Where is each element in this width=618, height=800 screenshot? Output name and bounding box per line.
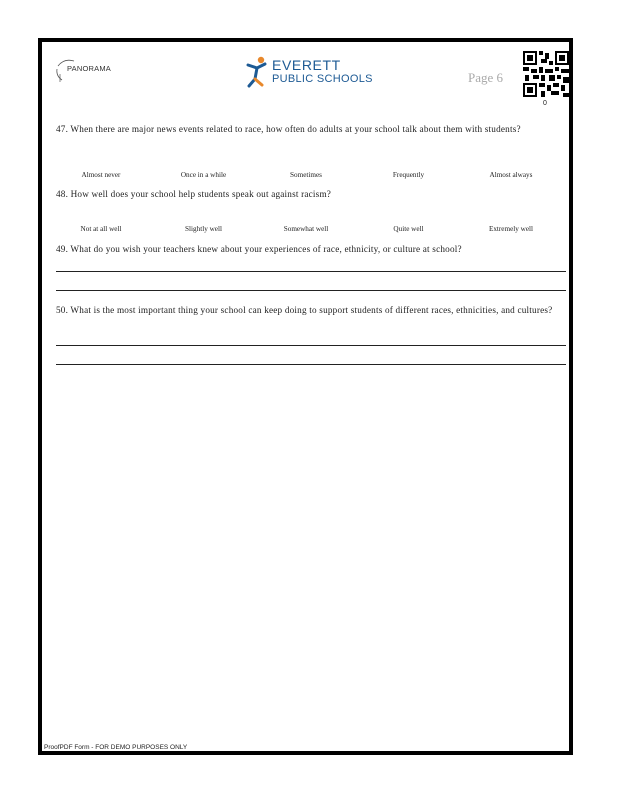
panorama-logo — [54, 56, 116, 84]
option-quite-well[interactable]: Quite well — [393, 225, 424, 233]
option-once-in-a-while[interactable]: Once in a while — [180, 171, 227, 179]
answer-line-49-2[interactable] — [56, 290, 566, 291]
panorama-wordmark: PANORAMA — [67, 64, 111, 73]
option-sometimes[interactable]: Sometimes — [290, 171, 322, 179]
option-frequently[interactable]: Frequently — [392, 171, 425, 179]
qr-code-icon — [523, 51, 569, 97]
page-frame — [38, 38, 573, 755]
district-name-line2: PUBLIC SCHOOLS — [272, 73, 373, 85]
district-figure-icon — [245, 55, 271, 89]
option-slightly-well[interactable]: Slightly well — [185, 225, 222, 233]
question-47: 47. When there are major news events related to race, how often do adults at your school talk about them with students? — [56, 124, 521, 134]
district-name-line1: EVERETT — [272, 57, 341, 73]
option-almost-always[interactable]: Almost always — [489, 171, 533, 179]
question-47-options — [56, 171, 556, 179]
option-extremely-well[interactable]: Extremely well — [488, 225, 534, 233]
question-50: 50. What is the most important thing your school can keep doing to support students of different races, ethnicities, and cultures? — [56, 305, 553, 315]
answer-line-49-1[interactable] — [56, 271, 566, 272]
answer-line-50-1[interactable] — [56, 345, 566, 346]
district-logo — [245, 53, 385, 93]
footer-note: ProofPDF Form - FOR DEMO PURPOSES ONLY — [44, 744, 188, 751]
question-49: 49. What do you wish your teachers knew about your experiences of race, ethnicity, or culture at school? — [56, 244, 462, 254]
option-somewhat-well[interactable]: Somewhat well — [283, 225, 329, 233]
qr-number: 0 — [543, 100, 547, 107]
answer-line-50-2[interactable] — [56, 364, 566, 365]
option-not-at-all-well[interactable]: Not at all well — [80, 225, 122, 233]
question-48-options — [56, 225, 556, 233]
question-48: 48. How well does your school help students speak out against racism? — [56, 189, 332, 199]
page-number: Page 6 — [468, 70, 504, 85]
option-almost-never[interactable]: Almost never — [81, 171, 121, 179]
